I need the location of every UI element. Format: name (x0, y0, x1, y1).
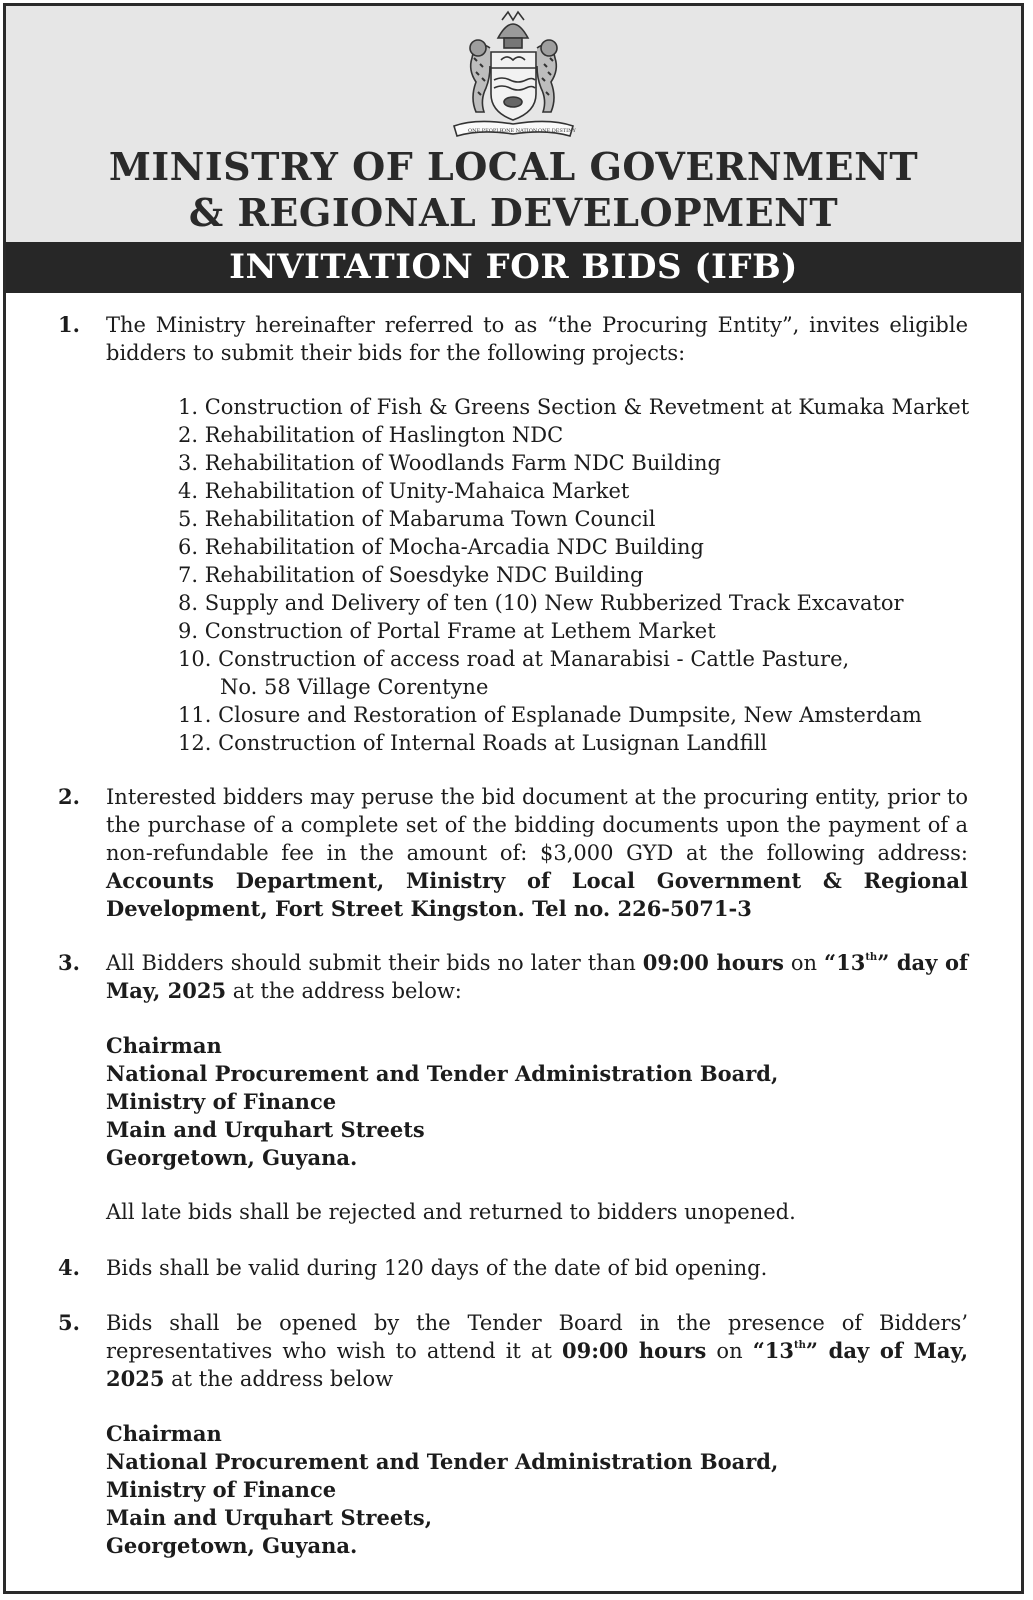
address-line: Chairman (106, 1421, 222, 1446)
section-2-text (106, 783, 968, 923)
address-line: Main and Urquhart Streets, (106, 1505, 433, 1530)
address-line: Main and Urquhart Streets (106, 1117, 425, 1142)
submission-time: 09:00 hours (642, 950, 784, 975)
section-number-5: 5. (58, 1310, 80, 1335)
project-item: 8. Supply and Delivery of ten (10) New Rubberized Track Excavator (178, 591, 904, 615)
project-item: 4. Rehabilitation of Unity-Mahaica Market (178, 479, 630, 503)
svg-text:ONE NATION: ONE NATION (502, 128, 538, 134)
section-3-text (106, 949, 968, 1005)
section-number-4: 4. (58, 1255, 80, 1280)
coat-of-arms-logo (446, 8, 581, 140)
section-number-3: 3. (58, 950, 80, 975)
section-3-text-c: at the address below: (226, 979, 462, 1003)
submission-day: “13th” day of (824, 950, 968, 975)
ministry-title-line1: MINISTRY OF LOCAL GOVERNMENT (108, 144, 919, 189)
section-4-text: Bids shall be valid during 120 days of the date of bid opening. (106, 1256, 768, 1280)
section-5-text-a: Bids shall be opened by the Tender Board in the presence of Bidders’ representatives who wish to attend it at (106, 1311, 968, 1363)
address-line: Chairman (106, 1033, 222, 1058)
project-list (178, 393, 969, 757)
project-item: 12. Construction of Internal Roads at Lusignan Landfill (178, 731, 768, 755)
section-1-text: The Ministry hereinafter referred to as “the Procuring Entity”, invites eligible bidders to submit their bids for the following projects: (106, 313, 968, 365)
opening-time: 09:00 hours (561, 1338, 707, 1363)
section-2-body: Interested bidders may peruse the bid document at the procuring entity, prior to the purchase of a complete set of the bidding documents upon the payment of a non-refundable fee in the amount of: $3,000 GYD at the following address: (106, 785, 968, 865)
ifb-notice (3, 3, 1024, 1594)
project-item: 2. Rehabilitation of Haslington NDC (178, 423, 564, 447)
project-item: 7. Rehabilitation of Soesdyke NDC Building (178, 563, 644, 587)
late-bids-note: All late bids shall be rejected and returned to bidders unopened. (106, 1200, 796, 1224)
ministry-title-line2: & REGIONAL DEVELOPMENT (188, 190, 839, 235)
project-item-continuation: No. 58 Village Corentyne (220, 675, 489, 699)
address-line: Georgetown, Guyana. (106, 1145, 358, 1170)
address-line: Ministry of Finance (106, 1089, 337, 1114)
opening-day: “13th” day of May, (752, 1338, 969, 1363)
section-number-2: 2. (58, 784, 80, 809)
accounts-department-address: Accounts Department, Ministry of Local Government & Regional Development, Fort Street Kingston. Tel no. 226-5071-3 (106, 868, 968, 921)
opening-address (106, 1420, 778, 1560)
ifb-banner: INVITATION FOR BIDS (IFB) (6, 242, 1021, 293)
project-item: 9. Construction of Portal Frame at Lethem Market (178, 619, 716, 643)
project-item: 6. Rehabilitation of Mocha-Arcadia NDC Building (178, 535, 704, 559)
address-line: National Procurement and Tender Administration Board, (106, 1061, 779, 1086)
address-line: Georgetown, Guyana. (106, 1533, 358, 1558)
section-5-text-b: on (706, 1339, 753, 1363)
project-item: 1. Construction of Fish & Greens Section & Revetment at Kumaka Market (178, 395, 970, 419)
svg-text:ONE PEOPLE: ONE PEOPLE (468, 128, 504, 134)
section-5-text-c: at the address below (164, 1367, 394, 1391)
submission-date: May, 2025 (106, 978, 227, 1003)
section-3-text-b: on (783, 951, 824, 975)
project-item: 11. Closure and Restoration of Esplanade Dumpsite, New Amsterdam (178, 703, 922, 727)
submission-address (106, 1032, 778, 1172)
opening-year: 2025 (106, 1366, 165, 1391)
address-line: Ministry of Finance (106, 1477, 337, 1502)
svg-text:ONE DESTINY: ONE DESTINY (538, 128, 576, 134)
section-number-1: 1. (58, 312, 80, 337)
section-5-text (106, 1309, 968, 1393)
header (6, 6, 1021, 242)
project-item: 3. Rehabilitation of Woodlands Farm NDC Building (178, 451, 721, 475)
address-line: National Procurement and Tender Administration Board, (106, 1449, 779, 1474)
project-item: 10. Construction of access road at Manarabisi - Cattle Pasture, (178, 647, 850, 671)
section-3-text-a: All Bidders should submit their bids no later than (106, 951, 643, 975)
project-item: 5. Rehabilitation of Mabaruma Town Council (178, 507, 656, 531)
